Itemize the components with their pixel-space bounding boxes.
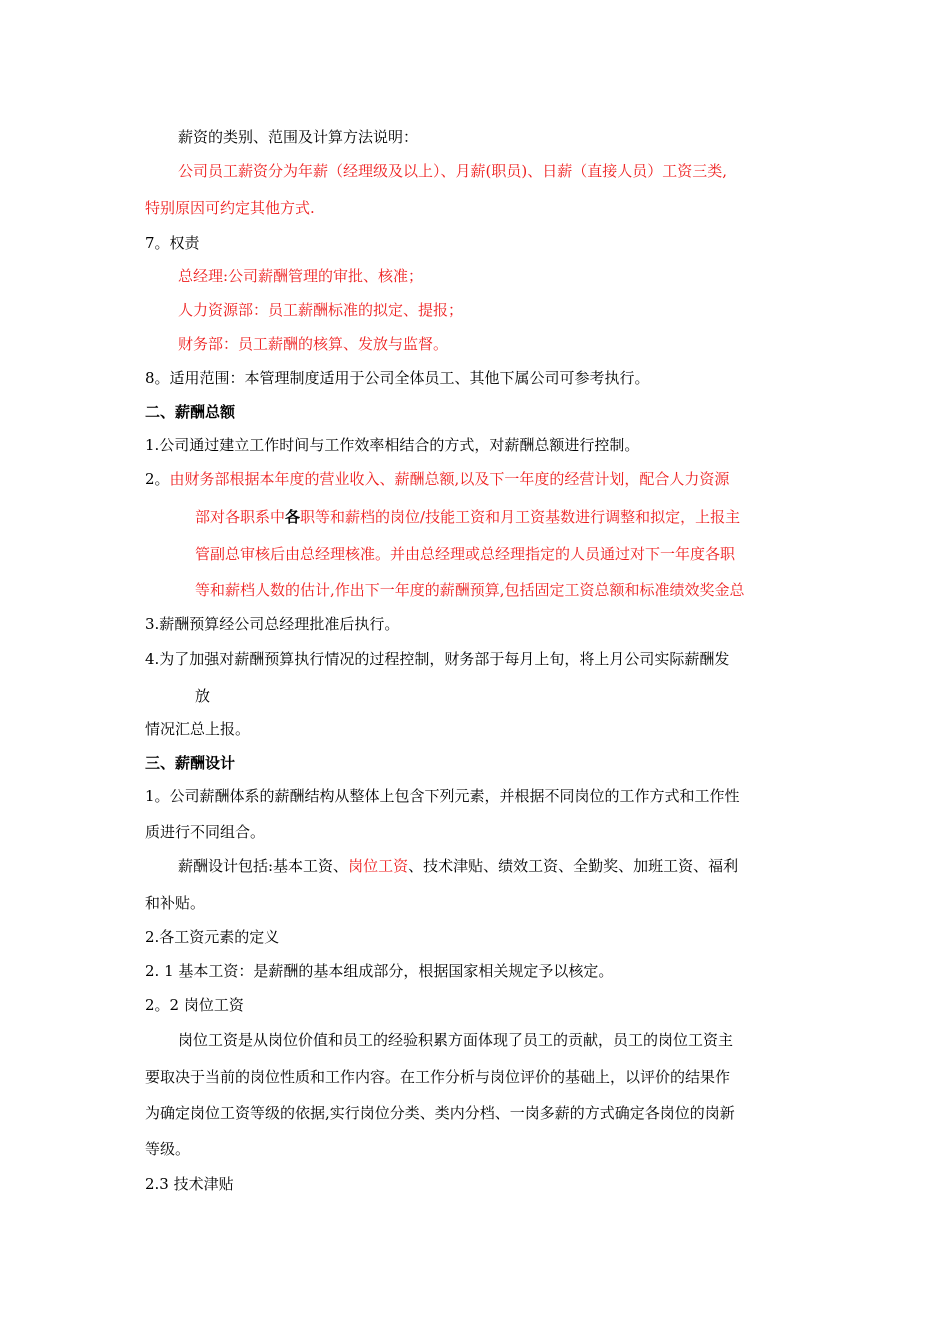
section-3-para-2-a: 薪酬设计包括:基本工资、 (178, 857, 349, 875)
intro-line-2: 特别原因可约定其他方式. (145, 199, 315, 217)
section-7-item-2: 人力资源部：员工薪酬标准的拟定、提报； (178, 301, 464, 319)
section-2-heading: 二、薪酬总额 (145, 403, 236, 421)
section-3-sub-2-2-line-4: 等级。 (145, 1140, 191, 1158)
section-2-para-2-number: 2。 (145, 470, 170, 488)
section-3-sub-2-2-line-3: 为确定岗位工资等级的依据,实行岗位分类、类内分档、一岗多薪的方式确定各岗位的岗新 (145, 1104, 735, 1122)
section-3-para-2-red: 岗位工资 (348, 857, 409, 875)
section-2-para-1: 1.公司通过建立工作时间与工作效率相结合的方式，对薪酬总额进行控制。 (145, 436, 640, 454)
section-3-heading: 三、薪酬设计 (145, 754, 236, 772)
section-2-para-2-bold-char: 各 (285, 508, 301, 526)
section-2-para-2-line-2-a: 部对各职系中 (195, 508, 286, 526)
section-3-sub-2-2-title: 2。2 岗位工资 (145, 996, 244, 1014)
section-7-item-1: 总经理:公司薪酬管理的审批、核准； (178, 267, 424, 285)
intro-line-1: 公司员工薪资分为年薪（经理级及以上）、月薪(职员)、日薪（直接人员）工资三类, (178, 162, 727, 180)
section-3-sub-2-2-line-1: 岗位工资是从岗位价值和员工的经验积累方面体现了员工的贡献，员工的岗位工资主 (178, 1031, 734, 1049)
section-2-para-4-line-2: 放 (195, 687, 211, 705)
section-3-sub-2-1: 2. 1 基本工资：是薪酬的基本组成部分，根据国家相关规定予以核定。 (145, 962, 614, 980)
section-8-text: 8。适用范围：本管理制度适用于公司全体员工、其他下属公司可参考执行。 (145, 369, 650, 387)
section-2-para-3: 3.薪酬预算经公司总经理批准后执行。 (145, 615, 400, 633)
section-2-para-4-line-3: 情况汇总上报。 (145, 720, 251, 738)
section-2-para-2-line-2-b: 职等和薪档的岗位/技能工资和月工资基数进行调整和拟定，上报主 (300, 508, 741, 526)
section-2-para-2-text: 由财务部根据本年度的营业收入、薪酬总额,以及下一年度的经营计划，配合人力资源 (169, 470, 730, 488)
section-7-item-3: 财务部：员工薪酬的核算、发放与监督。 (178, 335, 449, 353)
section-2-para-2-line-1 (145, 469, 729, 489)
section-2-para-4-line-1: 4.为了加强对薪酬预算执行情况的过程控制，财务部于每月上旬，将上月公司实际薪酬发 (145, 650, 730, 668)
section-3-para-1-line-1: 1。公司薪酬体系的薪酬结构从整体上包含下列元素，并根据不同岗位的工作方式和工作性 (145, 787, 740, 805)
section-3-sub-2-2-line-2: 要取决于当前的岗位性质和工作内容。在工作分析与岗位评价的基础上，以评价的结果作 (145, 1068, 731, 1086)
section-3-para-1-line-2: 质进行不同组合。 (145, 823, 266, 841)
section-7-title: 7。权责 (145, 234, 200, 252)
section-3-sub-2-title: 2.各工资元素的定义 (145, 928, 280, 946)
section-2-para-2-line-2 (195, 507, 740, 527)
section-3-para-2-line-2: 和补贴。 (145, 894, 206, 912)
section-2-para-2-line-3: 管副总审核后由总经理核准。并由总经理或总经理指定的人员通过对下一年度各职 (195, 545, 736, 563)
section-3-para-2-b: 、技术津贴、绩效工资、全勤奖、加班工资、福利 (408, 857, 739, 875)
section-3-sub-2-3-title: 2.3 技术津贴 (145, 1175, 234, 1193)
intro-heading: 薪资的类别、范围及计算方法说明： (178, 128, 419, 146)
section-2-para-2-line-4: 等和薪档人数的估计,作出下一年度的薪酬预算,包括固定工资总额和标准绩效奖金总 (195, 581, 745, 599)
section-3-para-2-line-1 (178, 856, 738, 876)
